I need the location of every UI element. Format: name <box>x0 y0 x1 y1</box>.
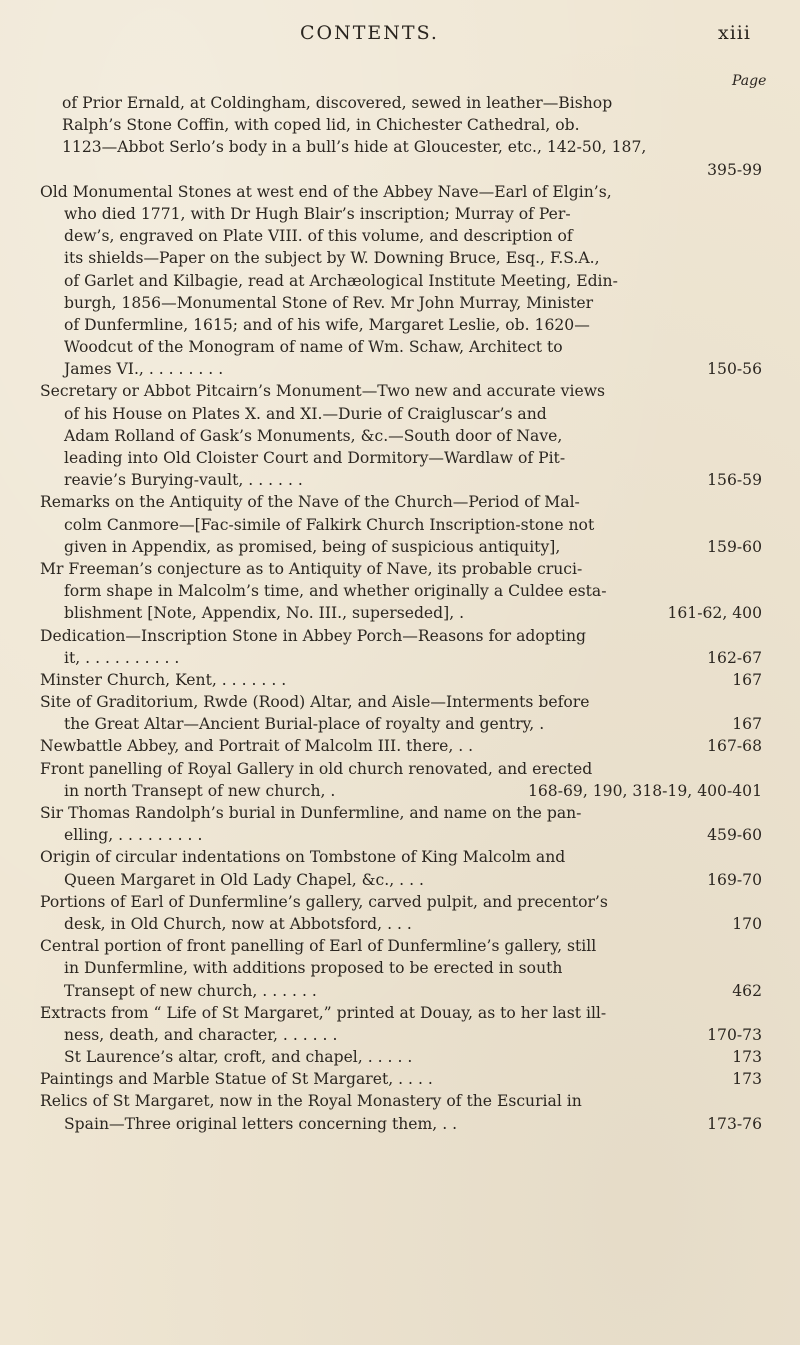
page-number: xiii <box>718 22 751 44</box>
entry-text: Ralph’s Stone Coffin, with coped lid, in Chichester Cathedral, ob. <box>62 116 580 135</box>
entry-text: dew’s, engraved on Plate VIII. of this volume, and description of <box>64 227 573 246</box>
contents-line <box>0 336 800 358</box>
contents-line <box>0 869 800 891</box>
contents-line <box>0 403 800 425</box>
contents-line <box>0 558 800 580</box>
page-reference: 173 <box>732 1048 762 1067</box>
contents-line <box>0 92 800 114</box>
contents-line <box>0 1002 800 1024</box>
contents-line <box>0 913 800 935</box>
contents-line <box>0 1113 800 1135</box>
running-head <box>0 22 800 48</box>
entry-text: Sir Thomas Randolph’s burial in Dunfermline, and name on the pan- <box>40 804 582 822</box>
entry-text: form shape in Malcolm’s time, and whether originally a Culdee esta- <box>64 582 607 601</box>
page-reference: 167 <box>732 670 762 689</box>
entry-text: reavie’s Burying-vault, . . . . . . <box>64 471 303 490</box>
contents-line <box>0 824 800 846</box>
entry-text: colm Canmore—[Fac-simile of Falkirk Church Inscription-stone not <box>64 515 595 534</box>
contents-line <box>0 802 800 824</box>
entry-text: elling, . . . . . . . . . <box>64 826 203 845</box>
contents-entries <box>0 92 800 1135</box>
page-reference: 159-60 <box>707 537 762 556</box>
contents-line <box>0 136 800 158</box>
page-reference: 170 <box>732 914 762 933</box>
entry-text: Portions of Earl of Dunfermline’s gallery, carved pulpit, and precentor’s <box>40 892 608 911</box>
contents-line <box>0 980 800 1002</box>
contents-line <box>0 469 800 491</box>
entry-text: of Garlet and Kilbagie, read at Archæological Institute Meeting, Edin- <box>64 271 618 290</box>
contents-line <box>0 935 800 957</box>
entry-text: Adam Rolland of Gask’s Monuments, &c.—South door of Nave, <box>64 426 563 445</box>
contents-line <box>0 625 800 647</box>
entry-text: the Great Altar—Ancient Burial-place of royalty and gentry, . <box>64 715 545 734</box>
contents-line <box>0 713 800 735</box>
entry-text: Old Monumental Stones at west end of the Abbey Nave—Earl of Elgin’s, <box>40 182 612 201</box>
page-reference: 462 <box>732 981 762 1000</box>
entry-text: Newbattle Abbey, and Portrait of Malcolm III. there, . . <box>40 737 474 756</box>
contents-line <box>0 669 800 691</box>
entry-text: Remarks on the Antiquity of the Nave of the Church—Period of Mal- <box>40 493 580 512</box>
page-reference: 173-76 <box>707 1114 762 1133</box>
entry-text: of Prior Ernald, at Coldingham, discovered, sewed in leather—Bishop <box>62 94 613 112</box>
contents-line <box>0 647 800 669</box>
page-reference: 168-69, 190, 318-19, 400-401 <box>527 781 762 800</box>
contents-line <box>0 1068 800 1090</box>
page-reference: 169-70 <box>707 870 762 889</box>
contents-line <box>0 181 800 203</box>
entry-text: Secretary or Abbot Pitcairn’s Monument—Two new and accurate views <box>40 382 606 401</box>
contents-line <box>0 514 800 536</box>
contents-line <box>0 758 800 780</box>
entry-text: in north Transept of new church, . <box>64 781 336 800</box>
contents-line <box>0 1024 800 1046</box>
contents-line <box>0 780 800 802</box>
contents-line <box>0 891 800 913</box>
page-column-label: Page <box>732 73 767 89</box>
entry-text: Site of Graditorium, Rwde (Rood) Altar, and Aisle—Interments before <box>40 693 590 712</box>
page-reference: 459-60 <box>707 826 762 845</box>
page-reference: 167 <box>732 715 762 734</box>
page-reference: 173 <box>732 1070 762 1089</box>
contents-line <box>0 957 800 979</box>
entry-text: St Laurence’s altar, croft, and chapel, . . . . . <box>64 1048 413 1067</box>
contents-line <box>0 203 800 225</box>
contents-line <box>0 1090 800 1112</box>
contents-line <box>0 358 800 380</box>
page-reference: 162-67 <box>707 648 762 667</box>
contents-line <box>0 225 800 247</box>
entry-text: Front panelling of Royal Gallery in old church renovated, and erected <box>40 759 593 778</box>
contents-line <box>0 580 800 602</box>
entry-text: Transept of new church, . . . . . . <box>64 981 317 1000</box>
entry-text: burgh, 1856—Monumental Stone of Rev. Mr John Murray, Minister <box>64 293 594 312</box>
contents-line <box>0 536 800 558</box>
contents-line <box>0 846 800 868</box>
contents-line <box>0 735 800 757</box>
entry-text: it, . . . . . . . . . . <box>64 648 180 667</box>
entry-text: Relics of St Margaret, now in the Royal Monastery of the Escurial in <box>40 1092 582 1111</box>
contents-line <box>0 425 800 447</box>
entry-text: ness, death, and character, . . . . . . <box>64 1025 338 1044</box>
running-title: CONTENTS. <box>300 22 439 44</box>
entry-text: James VI., . . . . . . . . <box>64 360 224 379</box>
entry-text: desk, in Old Church, now at Abbotsford, . . . <box>64 914 412 933</box>
entry-text: 1123—Abbot Serlo’s body in a bull’s hide at Gloucester, etc., 142-50, 187, <box>62 138 647 157</box>
contents-line <box>0 602 800 624</box>
entry-text: Woodcut of the Monogram of name of Wm. Schaw, Architect to <box>64 338 563 357</box>
contents-line <box>0 159 800 181</box>
entry-text: Queen Margaret in Old Lady Chapel, &c., . . . <box>64 870 424 889</box>
page-reference: 150-56 <box>707 360 762 379</box>
entry-text: of his House on Plates X. and XI.—Durie of Craigluscar’s and <box>64 404 547 423</box>
entry-text: who died 1771, with Dr Hugh Blair’s inscription; Murray of Per- <box>64 204 571 223</box>
entry-text: Mr Freeman’s conjecture as to Antiquity of Nave, its probable cruci- <box>40 559 583 578</box>
contents-line <box>0 270 800 292</box>
entry-text: Dedication—Inscription Stone in Abbey Porch—Reasons for adopting <box>40 626 587 645</box>
entry-text: Minster Church, Kent, . . . . . . . <box>40 670 287 689</box>
contents-line <box>0 691 800 713</box>
contents-line <box>0 114 800 136</box>
page-reference: 156-59 <box>707 471 762 490</box>
contents-line <box>0 247 800 269</box>
contents-line <box>0 292 800 314</box>
contents-line <box>0 314 800 336</box>
entry-text: Paintings and Marble Statue of St Margaret, . . . . <box>40 1070 433 1089</box>
entry-text: blishment [Note, Appendix, No. III., superseded], . <box>64 604 465 623</box>
entry-text: given in Appendix, as promised, being of suspicious antiquity], <box>64 537 561 556</box>
contents-line <box>0 380 800 402</box>
entry-text: leading into Old Cloister Court and Dormitory—Wardlaw of Pit- <box>64 449 566 467</box>
contents-line <box>0 491 800 513</box>
page-reference: 170-73 <box>707 1025 762 1044</box>
contents-line <box>0 447 800 469</box>
page-reference: 161-62, 400 <box>667 604 762 623</box>
entry-text: Central portion of front panelling of Earl of Dunfermline’s gallery, still <box>40 937 597 956</box>
entry-text: its shields—Paper on the subject by W. Downing Bruce, Esq., F.S.A., <box>64 249 600 268</box>
entry-text: Spain—Three original letters concerning them, . . <box>64 1114 458 1133</box>
entry-text: of Dunfermline, 1615; and of his wife, Margaret Leslie, ob. 1620— <box>64 315 590 334</box>
entry-text: Origin of circular indentations on Tombstone of King Malcolm and <box>40 848 566 867</box>
entry-text: in Dunfermline, with additions proposed to be erected in south <box>64 959 563 978</box>
page-reference: 395-99 <box>707 160 762 179</box>
entry-text: Extracts from “ Life of St Margaret,” printed at Douay, as to her last ill- <box>40 1003 607 1022</box>
page-reference: 167-68 <box>707 737 762 756</box>
contents-line <box>0 1046 800 1068</box>
